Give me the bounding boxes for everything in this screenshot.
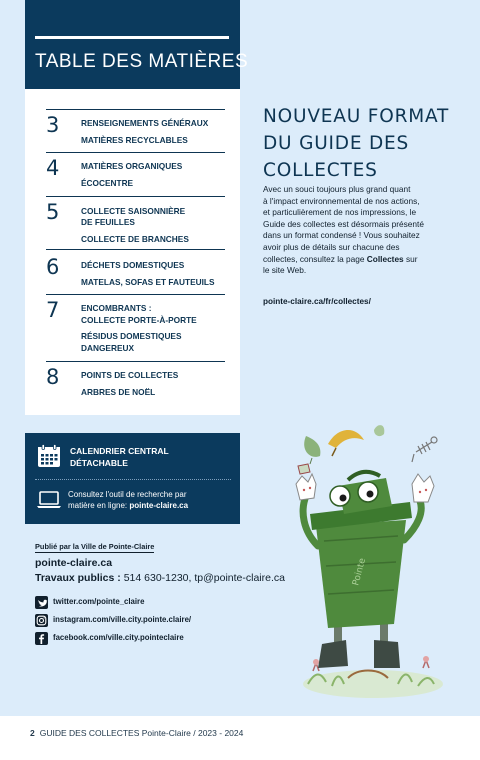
calendar-icon — [37, 444, 61, 468]
toc-entry-7[interactable] — [46, 294, 225, 360]
toc-entry-4[interactable] — [46, 152, 225, 196]
calendar-label: CALENDRIER CENTRAL DÉTACHABLE — [70, 446, 169, 468]
toc-entry-3[interactable] — [46, 109, 225, 153]
search-tool-text: Consultez l'outil de recherche par matière en ligne: pointe-claire.ca — [68, 490, 189, 510]
toc-entry-line: DANGEREUX — [81, 342, 135, 353]
public-works-contact: Travaux publics : 514 630-1230, tp@pointe-claire.ca — [35, 572, 285, 584]
twitter-icon — [35, 596, 48, 609]
new-format-title: NOUVEAU FORMAT DU GUIDE DES COLLECTES — [263, 106, 450, 181]
search-tool-link[interactable]: pointe-claire.ca — [129, 500, 189, 510]
toc-entry-line: DÉCHETS DOMESTIQUES — [81, 260, 185, 270]
toc-header-rule — [35, 36, 229, 39]
facebook-link[interactable]: facebook.com/ville.city.pointeclaire — [53, 633, 184, 642]
twitter-link[interactable]: twitter.com/pointe_claire — [53, 597, 145, 606]
toc-title: TABLE DES MATIÈRES — [35, 51, 249, 72]
toc-entry-line: COLLECTE DE BRANCHES — [81, 234, 189, 244]
toc-page-number: 3 — [46, 113, 60, 137]
footer-text: 2 GUIDE DES COLLECTES Pointe-Claire / 2023 - 2024 — [30, 728, 244, 738]
footer — [0, 716, 480, 760]
instagram-icon — [35, 614, 48, 627]
toc-entry-line: POINTS DE COLLECTES — [81, 370, 179, 380]
instagram-link[interactable]: instagram.com/ville.city.pointe.claire/ — [53, 615, 192, 624]
website-link[interactable]: pointe-claire.ca — [35, 557, 113, 569]
toc-entry-6[interactable] — [46, 249, 225, 294]
juggling-bin-illustration — [288, 416, 454, 706]
toc-page-number: 5 — [46, 200, 60, 224]
toc-entry-line: RENSEIGNEMENTS GÉNÉRAUX — [81, 118, 209, 128]
toc-page-number: 7 — [46, 298, 60, 322]
toc-panel — [25, 89, 240, 415]
facebook-icon — [35, 632, 48, 645]
toc-page-number: 8 — [46, 365, 60, 389]
toc-entry-line: MATIÈRES ORGANIQUES — [81, 161, 183, 171]
toc-entry-line: COLLECTE PORTE-À-PORTE — [81, 314, 197, 325]
toc-entry-line: RÉSIDUS DOMESTIQUES — [81, 331, 182, 341]
toc-entry-line: ENCOMBRANTS : — [81, 303, 152, 313]
calendar-box — [25, 433, 240, 524]
publisher-label: Publié par la Ville de Pointe-Claire — [35, 542, 155, 551]
dotted-divider — [35, 479, 231, 480]
toc-header — [25, 0, 249, 89]
page-number: 2 — [30, 728, 35, 738]
toc-entry-line: ARBRES DE NOËL — [81, 387, 156, 397]
laptop-icon — [36, 491, 62, 509]
toc-page-number: 4 — [46, 156, 60, 180]
toc-entry-line: MATIÈRES RECYCLABLES — [81, 135, 188, 145]
new-format-body: Avec un souci toujours plus grand quant à l'impact environnemental de nos actions, et particulièrement de nos impressions, le Guide des collectes est désormais présenté dans un format condensé ! Vous souhaitez avoir plus de détails sur chacune des collectes, consultez la page Collectes sur le site Web. — [263, 184, 424, 276]
toc-entry-line: ÉCOCENTRE — [81, 178, 134, 188]
toc-entry-line: COLLECTE SAISONNIÈRE — [81, 206, 186, 216]
toc-entry-line: MATELAS, SOFAS ET FAUTEUILS — [81, 277, 215, 287]
toc-entry-8[interactable] — [46, 361, 225, 405]
toc-page-number: 6 — [46, 255, 60, 279]
bin-label: Pointe — [351, 557, 369, 587]
collectes-page-link[interactable]: pointe-claire.ca/fr/collectes/ — [263, 297, 371, 306]
toc-entry-5[interactable] — [46, 196, 225, 248]
toc-entry-line: DE FEUILLES — [81, 216, 135, 227]
